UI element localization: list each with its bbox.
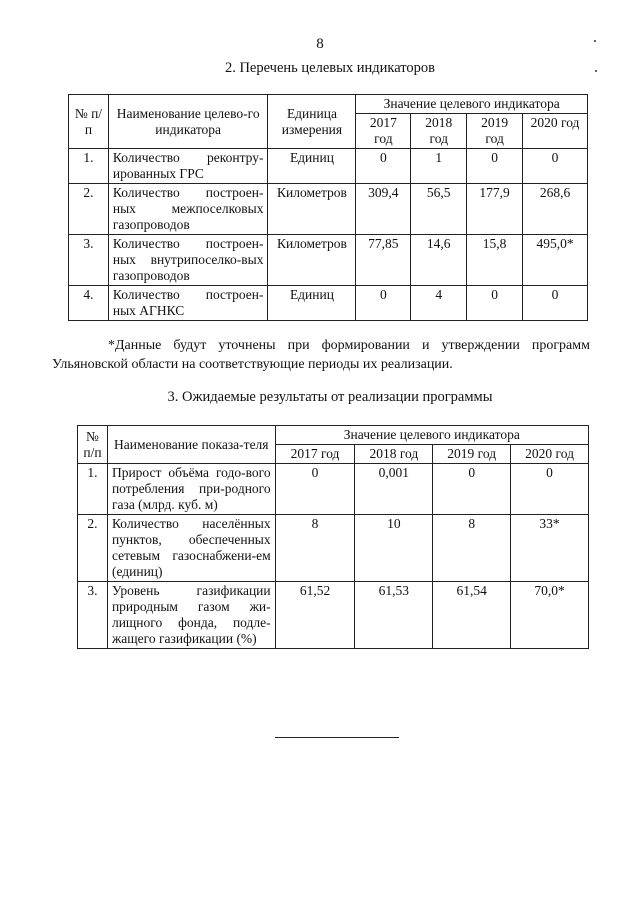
row-num: 3. bbox=[78, 582, 108, 649]
table-row bbox=[69, 235, 588, 286]
row-value: 177,9 bbox=[467, 184, 523, 235]
table-row bbox=[69, 184, 588, 235]
header-unit: Единица измерения bbox=[268, 95, 356, 149]
row-value: 77,85 bbox=[356, 235, 411, 286]
header-year: 2020 год bbox=[523, 114, 588, 149]
header-year: 2017 год bbox=[275, 445, 355, 464]
row-value: 8 bbox=[275, 515, 355, 582]
row-value: 0 bbox=[467, 286, 523, 321]
row-name: Прирост объёма годо-вого потребления при-родного газа (млрд. куб. м) bbox=[107, 464, 275, 515]
scan-speck bbox=[595, 70, 597, 72]
table-row bbox=[78, 464, 589, 515]
row-value: 4 bbox=[411, 286, 467, 321]
row-value: 0 bbox=[356, 149, 411, 184]
page-number: 8 bbox=[316, 36, 324, 52]
header-name: Наименование показа-теля bbox=[107, 426, 275, 464]
row-value: 0 bbox=[433, 464, 511, 515]
header-year: 2018 год bbox=[355, 445, 433, 464]
row-value: 61,54 bbox=[433, 582, 511, 649]
table-header-row bbox=[78, 426, 589, 445]
row-value: 10 bbox=[355, 515, 433, 582]
table-header-row bbox=[69, 95, 588, 114]
row-value: 0 bbox=[523, 286, 588, 321]
row-value: 0 bbox=[356, 286, 411, 321]
row-value: 61,52 bbox=[275, 582, 355, 649]
row-name: Количество построен-ных внутрипоселко-вых газопроводов bbox=[108, 235, 268, 286]
row-value: 61,53 bbox=[355, 582, 433, 649]
row-unit: Километров bbox=[268, 235, 356, 286]
row-unit: Единиц bbox=[268, 286, 356, 321]
row-value: 495,0* bbox=[523, 235, 588, 286]
row-name: Количество построен-ных АГНКС bbox=[108, 286, 268, 321]
header-value-group: Значение целевого индикатора bbox=[356, 95, 588, 114]
row-num: 2. bbox=[78, 515, 108, 582]
row-value: 0 bbox=[511, 464, 589, 515]
row-unit: Километров bbox=[268, 184, 356, 235]
header-name: Наименование целево-го индикатора bbox=[108, 95, 268, 149]
row-value: 8 bbox=[433, 515, 511, 582]
row-value: 309,4 bbox=[356, 184, 411, 235]
table-row bbox=[69, 149, 588, 184]
target-indicators-table bbox=[68, 94, 588, 321]
row-value: 56,5 bbox=[411, 184, 467, 235]
table-row bbox=[69, 286, 588, 321]
row-num: 1. bbox=[69, 149, 109, 184]
row-value: 1 bbox=[411, 149, 467, 184]
row-name: Количество реконтру-ированных ГРС bbox=[108, 149, 268, 184]
row-value: 0 bbox=[275, 464, 355, 515]
row-num: 4. bbox=[69, 286, 109, 321]
row-value: 33* bbox=[511, 515, 589, 582]
row-num: 1. bbox=[78, 464, 108, 515]
footnote: *Данные будут уточнены при формировании и утверждении программ Ульяновской области на соответствующие периоды их реализации. bbox=[52, 338, 590, 372]
row-unit: Единиц bbox=[268, 149, 356, 184]
scan-speck bbox=[594, 40, 596, 42]
row-value: 70,0* bbox=[511, 582, 589, 649]
table-row bbox=[78, 582, 589, 649]
row-name: Количество населённых пунктов, обеспеченных сетевым газоснабжени-ем (единиц) bbox=[107, 515, 275, 582]
section-3-title: 3. Ожидаемые результаты от реализации программы bbox=[167, 389, 493, 405]
closing-rule bbox=[275, 737, 399, 738]
header-year: 2018 год bbox=[411, 114, 467, 149]
header-num: № п/п bbox=[78, 426, 108, 464]
header-year: 2019 год bbox=[433, 445, 511, 464]
section-2-title: 2. Перечень целевых индикаторов bbox=[224, 60, 436, 76]
table-row bbox=[78, 515, 589, 582]
header-year: 2017 год bbox=[356, 114, 411, 149]
row-value: 14,6 bbox=[411, 235, 467, 286]
header-year: 2020 год bbox=[511, 445, 589, 464]
header-num: № п/п bbox=[69, 95, 109, 149]
header-year: 2019 год bbox=[467, 114, 523, 149]
row-num: 3. bbox=[69, 235, 109, 286]
row-value: 15,8 bbox=[467, 235, 523, 286]
row-name: Количество построен-ных межпоселковых газопроводов bbox=[108, 184, 268, 235]
row-name: Уровень газификации природным газом жи-лищного фонда, подле-жащего газификации (%) bbox=[107, 582, 275, 649]
row-num: 2. bbox=[69, 184, 109, 235]
row-value: 0 bbox=[523, 149, 588, 184]
header-value-group: Значение целевого индикатора bbox=[275, 426, 588, 445]
row-value: 268,6 bbox=[523, 184, 588, 235]
row-value: 0 bbox=[467, 149, 523, 184]
expected-results-table bbox=[77, 425, 589, 649]
row-value: 0,001 bbox=[355, 464, 433, 515]
